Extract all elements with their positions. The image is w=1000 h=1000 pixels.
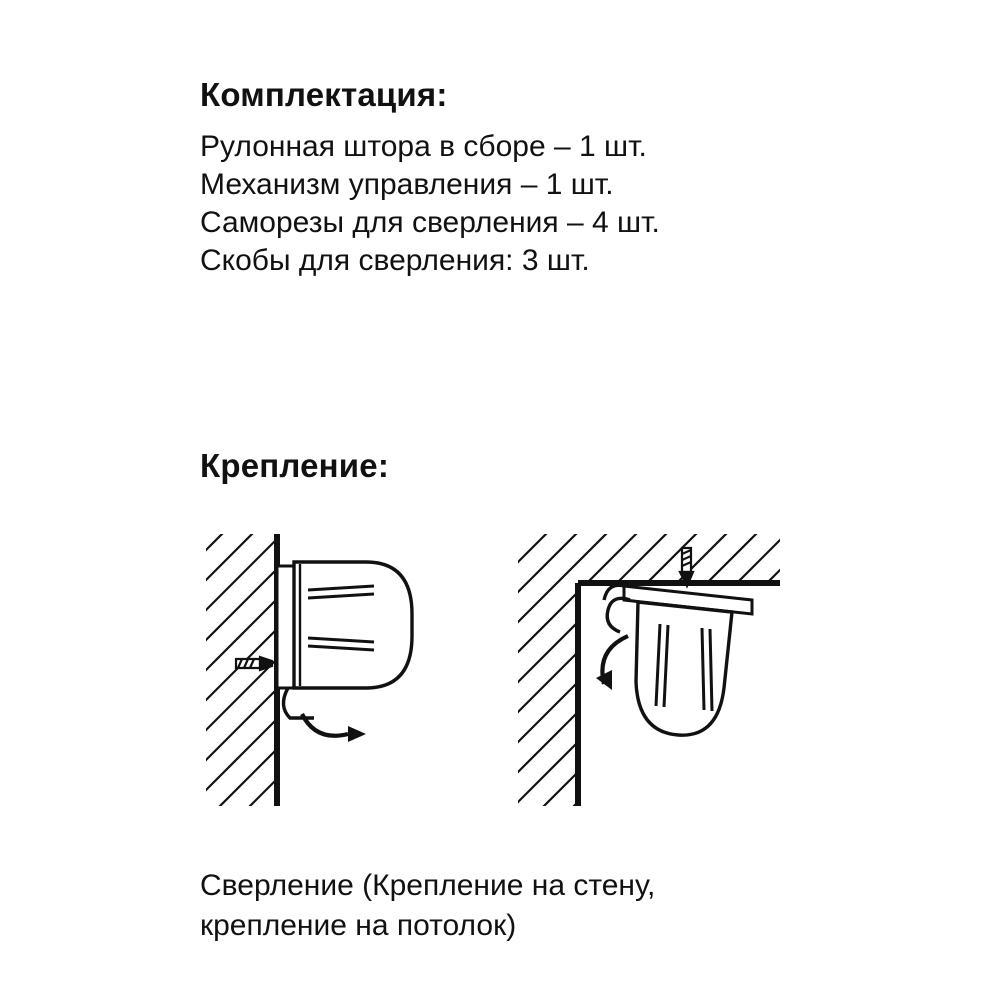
mounting-section: [200, 447, 389, 485]
wall-mount-diagram: [198, 528, 458, 813]
caption-line: крепление на потолок): [200, 909, 517, 942]
parts-item: Рулонная штора в сборе – 1 шт.: [200, 130, 647, 163]
caption-line: Сверление (Крепление на стену,: [200, 869, 656, 902]
parts-item: Механизм управления – 1 шт.: [200, 168, 614, 201]
parts-heading: Комплектация:: [200, 76, 448, 113]
mounting-heading: Крепление:: [200, 447, 390, 484]
parts-item: Скобы для сверления: 3 шт.: [200, 244, 590, 277]
ceiling-mount-diagram: [512, 528, 787, 813]
mounting-caption: [200, 866, 655, 946]
parts-item: Саморезы для сверления – 4 шт.: [200, 206, 660, 239]
parts-section: [200, 76, 660, 280]
